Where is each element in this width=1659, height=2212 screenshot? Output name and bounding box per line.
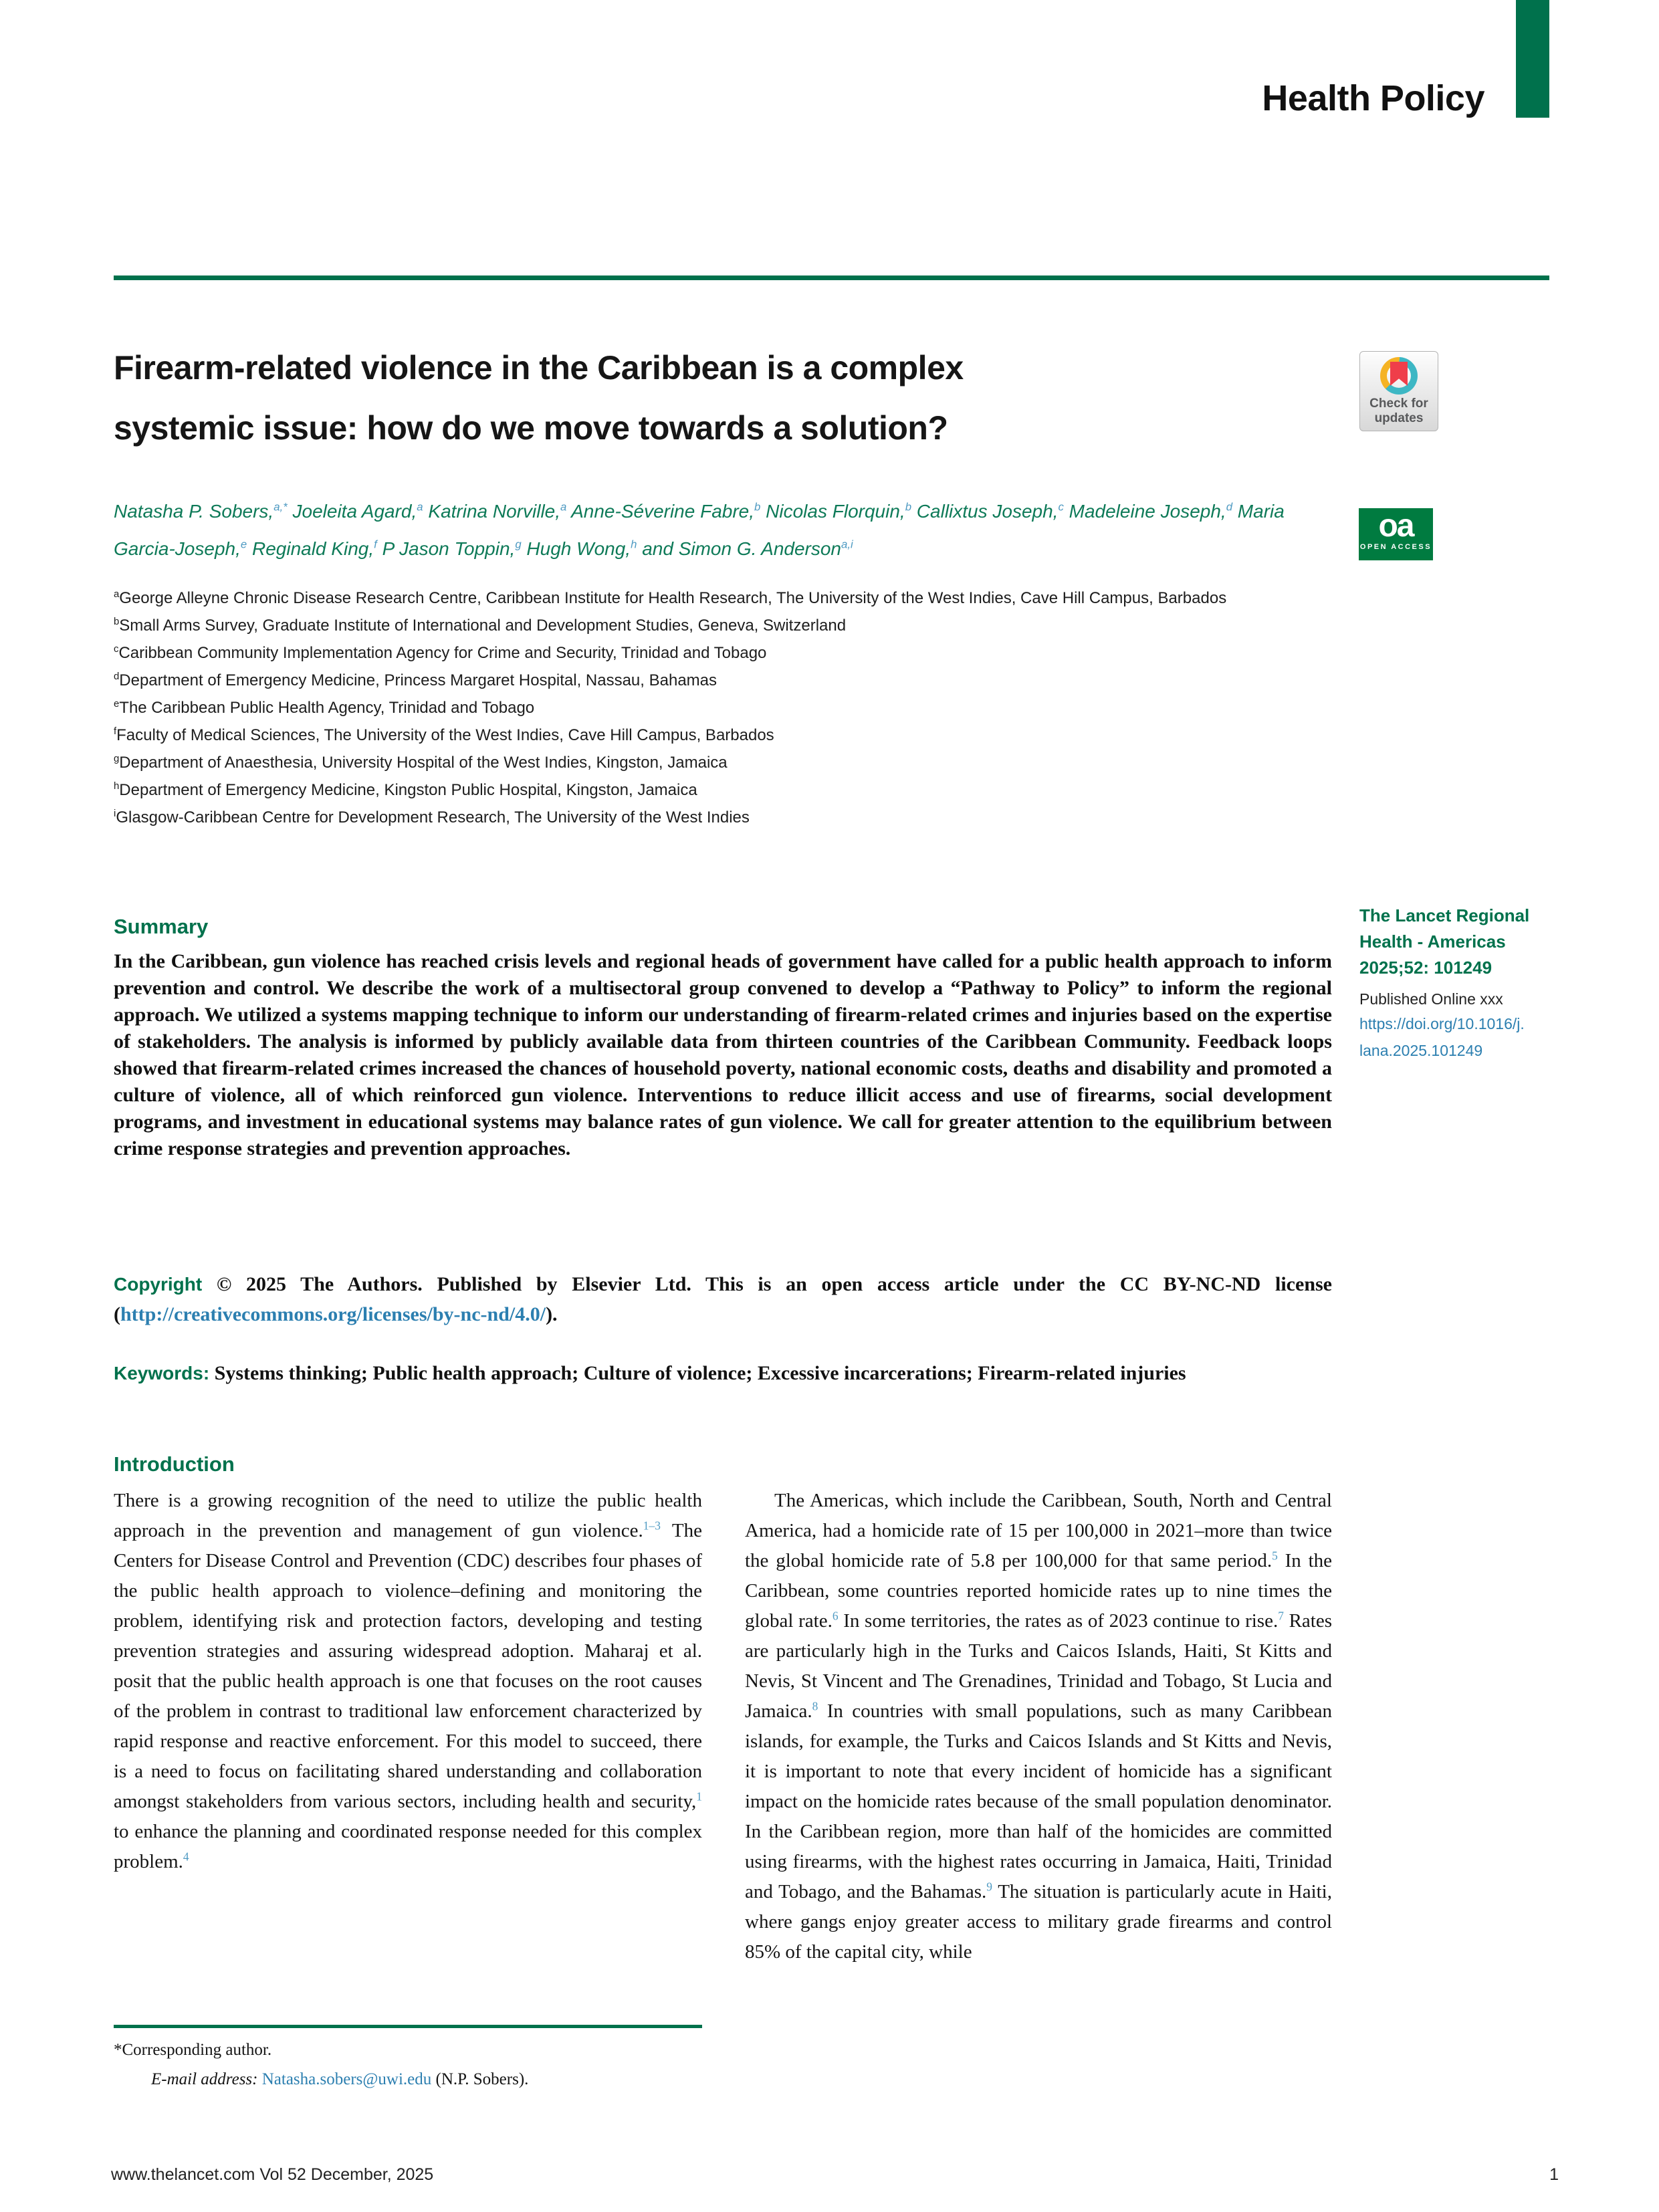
header-green-bar xyxy=(1516,0,1549,118)
affiliation: $^f$Faculty of Medical Sciences, The University of the West Indies, Cave Hill Campus, Barbados xyxy=(114,726,774,744)
reference-link[interactable]: 8 xyxy=(812,1699,818,1713)
reference-link[interactable]: 9 xyxy=(986,1880,992,1894)
footer-journal-info: www.thelancet.com Vol 52 December, 2025 xyxy=(111,2165,434,2184)
email-link[interactable]: Natasha.sobers@uwi.edu xyxy=(257,2070,432,2088)
journal-citation-sidebar xyxy=(1359,903,1555,1064)
author: Madeleine Joseph, xyxy=(1063,501,1226,522)
introduction-heading: Introduction xyxy=(114,1452,235,1476)
author: P Jason Toppin, xyxy=(376,538,516,559)
affiliation-list xyxy=(114,584,1344,831)
open-access-logo xyxy=(1359,508,1433,560)
reference-link[interactable]: 6 xyxy=(832,1609,839,1623)
author-affil-ref: b xyxy=(905,500,912,514)
author: Anne-Séverine Fabre, xyxy=(566,501,755,522)
author: Nicolas Florquin, xyxy=(760,501,905,522)
check-for-updates-badge[interactable] xyxy=(1359,351,1438,431)
affiliation: $^i$Glasgow-Caribbean Centre for Development Research, The University of the West Indies xyxy=(114,808,750,826)
article-title-line1: Firearm-related violence in the Caribbean is a complex xyxy=(114,349,964,386)
author: Katrina Norville, xyxy=(423,501,561,522)
author-affil-ref: d xyxy=(1226,500,1233,514)
author-affil-ref: c xyxy=(1058,500,1064,514)
affiliation: $^b$Small Arms Survey, Graduate Institute of International and Development Studies, Geneva, Switzerland xyxy=(114,617,847,635)
author: Maria Garcia-Joseph, xyxy=(114,501,1285,559)
citation-volume: 2025;52: 101249 xyxy=(1359,958,1492,978)
copyright-statement: Copyright © 2025 The Authors. Published by Elsevier Ltd. This is an open access article under the CC BY-NC-ND license (http://creativecommons.org/licenses/by-nc-nd/4.0/). xyxy=(114,1273,1332,1325)
affiliation: $^d$Department of Emergency Medicine, Princess Margaret Hospital, Nassau, Bahamas xyxy=(114,671,717,689)
keywords: Keywords: Systems thinking; Public health approach; Culture of violence; Excessive incarcerations; Firearm-related injuries xyxy=(114,1362,1186,1384)
author-affil-ref: b xyxy=(754,500,761,514)
published-online: Published Online xxx xyxy=(1359,990,1503,1008)
open-access-label: OPEN ACCESS xyxy=(1359,543,1432,551)
article-title xyxy=(114,338,1304,458)
author-affil-ref: a xyxy=(560,500,567,514)
summary-text: In the Caribbean, gun violence has reached crisis levels and regional heads of government have called for a public health approach to inform prevention and control. We describe the work of a multisectoral group convened to develop a “Pathway to Policy” to inform the regional approach. We utilized a systems mapping technique to inform our understanding of firearm-related crimes and injuries based on the expertise of stakeholders. The analysis is informed by publicly available data from thirteen countries of the Caribbean Community. Feedback loops showed that firearm-related crimes increased the chances of household poverty, national economic costs, deaths and disability and promoted a culture of violence, all of which reinforced gun violence. Interventions to reduce illicit access and use of firearms, social development programs, and investment in educational systems may balance rates of gun violence. We call for greater attention to the equilibrium between crime response strategies and prevention approaches. xyxy=(114,950,1332,1159)
check-updates-line2: updates xyxy=(1374,411,1424,425)
intro-paragraph-right: The Americas, which include the Caribbean, South, North and Central America, had a homicide rate of 15 per 100,000 in 2021–more than twice the global homicide rate of 5.8 per 100,000 for that same period.$^5$ In the Caribbean, some countries reported homicide rates up to nine times the global rate.$^6$ In some territories, the rates as of 2023 continue to rise.$^7$ Rates are particularly high in the Turks and Caicos Islands, Haiti, St Kitts and Nevis, St Vincent and The Grenadines, Trinidad and Tobago, St Lucia and Jamaica.$^8$ In countries with small populations, such as many Caribbean islands, for example, the Turks and Caicos Islands and St Kitts and Nevis, it is important to note that every incident of homicide has a significant impact on the homicide rates because of the small population denominator. In the Caribbean region, more than half of the homicides are committed using firearms, with the highest rates occurring in Jamaica, Haiti, Trinidad and Tobago, and the Bahamas.$^9$ The situation is particularly acute in Haiti, where gangs enjoy greater access to military grade firearms and control 85% of the capital city, while xyxy=(745,1490,1332,1963)
author-affil-ref: g xyxy=(515,538,522,551)
reference-link[interactable]: 7 xyxy=(1278,1609,1284,1623)
affiliation: $^a$George Alleyne Chronic Disease Research Centre, Caribbean Institute for Health Research, The University of the West Indies, Cave Hill Campus, Barbados xyxy=(114,589,1227,607)
check-updates-line1: Check for xyxy=(1369,397,1428,411)
author-affil-ref: a,* xyxy=(273,500,288,514)
author-affil-ref: h xyxy=(631,538,637,551)
email-footnote: E-mail address: Natasha.sobers@uwi.edu (N.P. Sobers). xyxy=(151,2070,529,2088)
author-list xyxy=(114,493,1344,568)
author: Callixtus Joseph, xyxy=(911,501,1059,522)
intro-paragraph-left: There is a growing recognition of the need to utilize the public health approach in the prevention and management of gun violence.$^{1-3}$ The Centers for Disease Control and Prevention (CDC) describes four phases of the public health approach to violence–defining and monitoring the problem, identifying risk and protection factors, developing and testing prevention strategies and assuring widespread adoption. Maharaj et al. posit that the public health approach is one that focuses on the root causes of the problem in contrast to traditional law enforcement characterized by rapid response and reactive enforcement. For this model to succeed, there is a need to focus on facilitating shared understanding and collaboration amongst stakeholders from various sectors, including health and security,$^1$ to enhance the planning and coordinated response needed for this complex problem.$^4$ xyxy=(114,1490,702,1872)
doi-link[interactable]: https://doi.org/10.1016/j.lana.2025.101249 xyxy=(1359,1015,1525,1059)
affiliation: $^h$Department of Emergency Medicine, Kingston Public Hospital, Kingston, Jamaica xyxy=(114,781,697,799)
author-affil-ref: e xyxy=(240,538,247,551)
article-title-line2: systemic issue: how do we move towards a solution? xyxy=(114,409,948,447)
author-affil-ref: a xyxy=(417,500,423,514)
email-label: E-mail address: xyxy=(151,2070,258,2088)
affiliation: $^c$Caribbean Community Implementation Agency for Crime and Security, Trinidad and Tobago xyxy=(114,644,767,662)
title-divider-rule xyxy=(114,275,1549,280)
keywords-label: Keywords: xyxy=(114,1363,210,1384)
journal-name: The Lancet Regional Health - Americas xyxy=(1359,905,1530,952)
author: and Simon G. Anderson xyxy=(637,538,842,559)
summary-heading: Summary xyxy=(114,915,209,938)
section-label: Health Policy xyxy=(1262,78,1484,118)
author-affil-ref: f xyxy=(374,538,377,551)
corresponding-author-note: *Corresponding author. xyxy=(114,2041,272,2059)
affiliation: $^g$Department of Anaesthesia, University Hospital of the West Indies, Kingston, Jamaica xyxy=(114,754,728,772)
cc-license-link[interactable]: http://creativecommons.org/licenses/by-nc-nd/4.0/ xyxy=(120,1303,546,1325)
author-affil-ref: a,i xyxy=(841,538,853,551)
author: Reginald King, xyxy=(247,538,374,559)
reference-link[interactable]: 4 xyxy=(183,1850,189,1864)
oa-icon: oa xyxy=(1378,508,1414,544)
reference-link[interactable]: 5 xyxy=(1272,1549,1278,1563)
author: Natasha P. Sobers, xyxy=(114,501,274,522)
author: Joeleita Agard, xyxy=(287,501,417,522)
affiliation: $^e$The Caribbean Public Health Agency, Trinidad and Tobago xyxy=(114,699,535,717)
footnote-rule xyxy=(114,2025,702,2028)
reference-link[interactable]: 1–3 xyxy=(643,1519,661,1533)
author: Hugh Wong, xyxy=(521,538,631,559)
reference-link[interactable]: 1 xyxy=(696,1789,702,1803)
copyright-label: Copyright xyxy=(114,1274,203,1295)
page-number: 1 xyxy=(1549,2165,1559,2184)
check-for-updates-icon xyxy=(1380,357,1418,395)
